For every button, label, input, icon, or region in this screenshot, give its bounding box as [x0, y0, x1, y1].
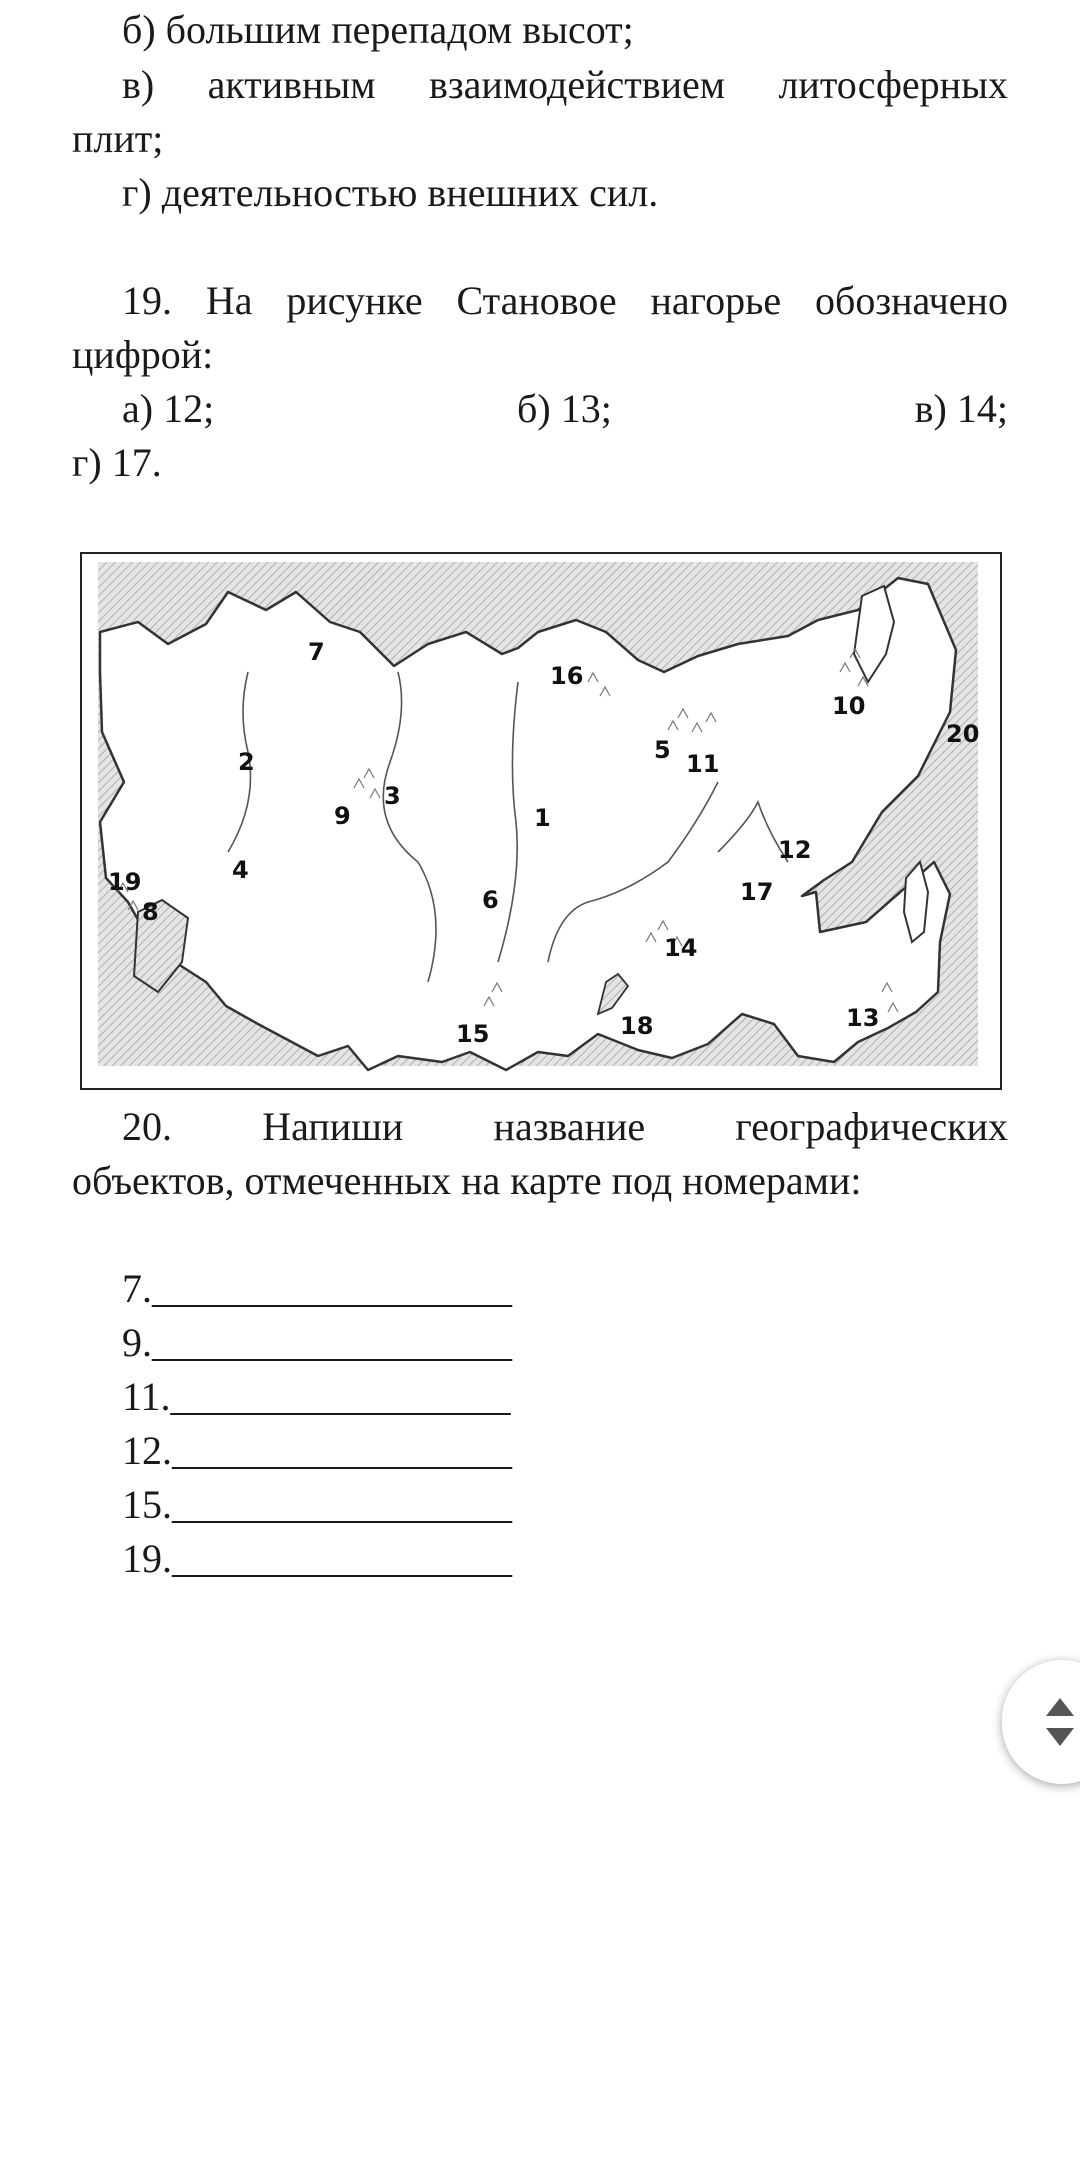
- map-label-12: 12: [778, 836, 812, 864]
- map-label-4: 4: [232, 856, 249, 884]
- answer-blank-9[interactable]: 9.__________________: [122, 1320, 512, 1365]
- word: активным: [207, 62, 376, 107]
- word: обозначено: [814, 278, 1008, 323]
- map-label-18: 18: [620, 1012, 654, 1040]
- answer-b: б) 13;: [517, 386, 612, 431]
- word: взаимодействием: [428, 62, 726, 107]
- map-label-14: 14: [664, 934, 698, 962]
- map-label-10: 10: [832, 692, 866, 720]
- map-label-1: 1: [534, 804, 551, 832]
- word: Становое: [456, 278, 617, 323]
- q18-option-v-line1: [72, 58, 1008, 112]
- q18-option-b: б) большим перепадом высот;: [122, 7, 634, 52]
- map-label-9: 9: [334, 802, 351, 830]
- word: На: [205, 278, 253, 323]
- map-label-5: 5: [654, 736, 671, 764]
- map-label-8: 8: [142, 898, 159, 926]
- map-label-20: 20: [946, 720, 980, 748]
- answer-g: г) 17.: [72, 440, 162, 485]
- word: рисунке: [286, 278, 423, 323]
- q20-question-line1: [72, 1100, 1008, 1154]
- word: название: [493, 1104, 646, 1149]
- answer-blank-11[interactable]: 11._________________: [122, 1374, 511, 1419]
- map-label-17: 17: [740, 878, 774, 906]
- map-label-6: 6: [482, 886, 499, 914]
- map-label-11: 11: [686, 750, 720, 778]
- word: в): [122, 62, 155, 107]
- map-label-13: 13: [846, 1004, 880, 1032]
- russia-map: [98, 562, 984, 1080]
- answer-blank-7[interactable]: 7.__________________: [122, 1266, 512, 1311]
- map-label-7: 7: [308, 638, 325, 666]
- up-down-arrows-icon: [1040, 1694, 1080, 1750]
- map-label-15: 15: [456, 1020, 490, 1048]
- word: 20.: [122, 1104, 172, 1149]
- q18-option-g: г) деятельностью внешних сил.: [122, 170, 659, 215]
- q18-option-v-line2: плит;: [72, 116, 164, 161]
- q19-question-line2: цифрой:: [72, 332, 214, 377]
- answer-blank-19[interactable]: 19._________________: [122, 1536, 512, 1581]
- word: нагорье: [650, 278, 782, 323]
- map-label-2: 2: [238, 748, 255, 776]
- map-label-3: 3: [384, 782, 401, 810]
- scroll-button[interactable]: [1002, 1660, 1080, 1784]
- word: 19.: [122, 278, 172, 323]
- map-label-19: 19: [108, 868, 142, 896]
- answer-a: а) 12;: [122, 386, 215, 431]
- answer-blank-12[interactable]: 12._________________: [122, 1428, 512, 1473]
- q19-question-line1: [72, 274, 1008, 328]
- word: Напиши: [262, 1104, 404, 1149]
- answer-blank-15[interactable]: 15._________________: [122, 1482, 512, 1527]
- word: географических: [735, 1104, 1008, 1149]
- russia-territory: [100, 578, 956, 1070]
- answer-v: в) 14;: [914, 386, 1008, 431]
- map-label-16: 16: [550, 662, 584, 690]
- q19-answers: [72, 382, 1008, 436]
- word: литосферных: [778, 62, 1008, 107]
- russia-map-figure: [80, 552, 1002, 1090]
- q20-question-line2: объектов, отмеченных на карте под номерами:: [72, 1158, 862, 1203]
